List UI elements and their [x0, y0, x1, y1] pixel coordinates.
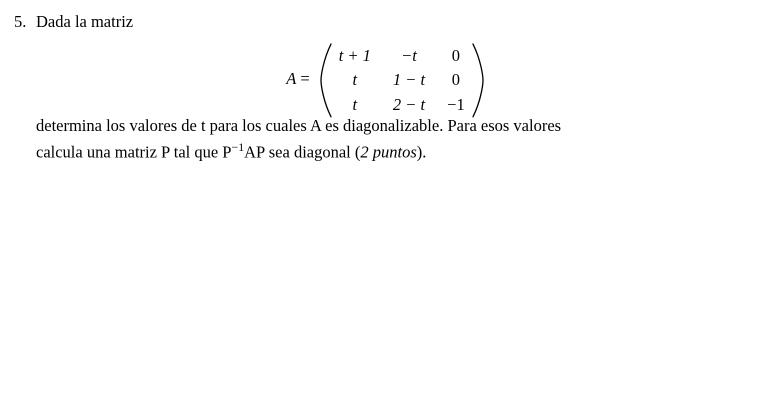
matrix-A: [317, 42, 487, 119]
statement-line-2-end: ).: [416, 142, 427, 162]
matrix-cell-r1c3: 0: [451, 46, 461, 65]
matrix-cell-r2c2: 1 − t: [392, 70, 426, 90]
statement-line-2: [36, 139, 736, 165]
matrix-name-A: A: [286, 69, 297, 89]
inverse-exponent: −1: [231, 139, 245, 154]
left-paren-icon: [317, 42, 333, 119]
matrix-cell-r2c1: t: [352, 70, 358, 90]
matrix-equation: [14, 42, 759, 119]
right-paren-icon: [471, 42, 487, 119]
item-number: 5.: [14, 12, 27, 31]
item-intro-text: Dada la matriz: [36, 12, 134, 31]
exercise-statement: [36, 114, 736, 165]
points-note: 2 puntos: [360, 142, 417, 162]
statement-line-1: determina los valores de t para los cuales A es diagonalizable. Para esos valores: [36, 116, 562, 135]
matrix-cell-r3c3: −1: [447, 94, 465, 114]
statement-line-2-part2: AP sea diagonal (: [244, 142, 361, 162]
matrix-cell-r3c2: 2 − t: [392, 94, 426, 114]
exercise-heading: [14, 12, 759, 32]
exercise-item-5: [14, 12, 759, 119]
matrix-cell-r3c1: t: [352, 94, 358, 114]
matrix-entries: [333, 42, 471, 119]
matrix-cell-r2c3: 0: [451, 70, 461, 90]
statement-line-2-part1: calcula una matriz P tal que P: [36, 142, 232, 162]
matrix-cell-r1c2: −t: [401, 46, 417, 65]
equals-sign: =: [300, 69, 310, 89]
matrix-cell-r1c1: t + 1: [338, 46, 371, 65]
